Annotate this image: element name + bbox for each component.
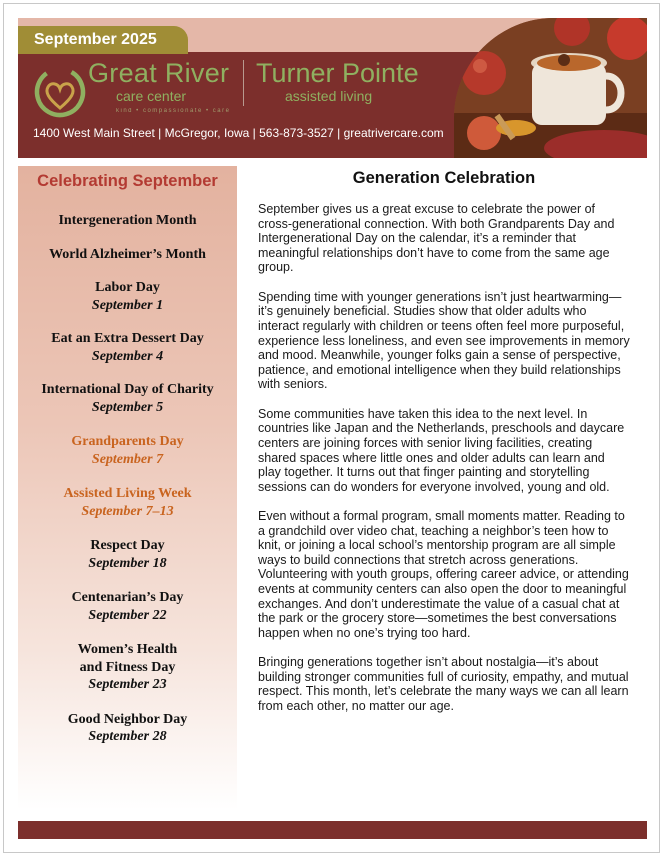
brand-tagline: kind • compassionate • care — [116, 108, 231, 114]
brand-divider — [243, 60, 244, 106]
event-name: Grandparents Day — [71, 434, 184, 449]
brand-turner-pointe: Turner Pointe — [256, 58, 419, 88]
cider-apples-photo — [454, 18, 647, 158]
event-item — [18, 537, 237, 572]
event-item — [18, 279, 237, 314]
event-date: September 1 — [91, 297, 164, 313]
footer-bar — [18, 821, 647, 839]
event-date: September 5 — [91, 399, 164, 415]
brand-assisted-living: assisted living — [285, 88, 373, 104]
event-item — [18, 641, 237, 694]
event-date: September 22 — [88, 607, 167, 623]
event-item — [18, 246, 237, 264]
event-item — [18, 330, 237, 365]
cider-apples-illustration — [454, 18, 647, 158]
event-name: Eat an Extra Dessert Day — [51, 331, 204, 346]
article-paragraph: Bringing generations together isn’t about nostalgia—it’s about building stronger communities full of curiosity, empathy, and mutual respect. This month, let’s celebrate the many ways we can all learn from each other, no matter our age. — [258, 655, 629, 713]
event-name: World Alzheimer’s Month — [49, 246, 206, 262]
event-item — [18, 433, 237, 468]
event-date: September 7 — [91, 451, 164, 467]
event-date: September 4 — [91, 348, 164, 364]
contact-address: 1400 West Main Street | McGregor, Iowa | 563-873-3527 | greatrivercare.com — [33, 126, 444, 140]
events-list — [18, 212, 237, 746]
event-date: September 7–13 — [81, 503, 174, 519]
celebrations-sidebar — [18, 166, 237, 810]
event-item — [18, 381, 237, 416]
brand-care-center: care center — [116, 88, 187, 104]
event-item — [18, 485, 237, 520]
issue-date-tab: September 2025 — [18, 26, 188, 54]
event-name: Centenarian’s Day — [71, 590, 184, 605]
article-body — [258, 202, 630, 728]
event-date: September 28 — [88, 729, 167, 744]
brand-great-river: Great River — [88, 58, 230, 88]
event-name: Women’s Health and Fitness Day — [77, 642, 178, 675]
article-paragraph: Spending time with younger generations isn’t just heartwarming—it’s genuinely beneficial. Studies show that older adults who interact regularly with children or teens often feel more purposeful, experience less loneliness, and even see improvements in memory and mood. Meanwhile, younger folks gain a sense of perspective, patience, and emotional intelligence when they build relationships with seniors. — [258, 289, 630, 392]
article-paragraph: Some communities have taken this idea to the next level. In countries like Japan and the Netherlands, preschools and daycare centers are joining forces with senior living facilities, creating shared spaces where little ones and older adults can learn and play together. It turns out that finger painting and storytelling sessions can do wonders for everyone involved, young and old. — [258, 406, 625, 494]
event-date: September 23 — [88, 677, 167, 692]
event-item — [18, 589, 237, 624]
event-name: Labor Day — [95, 280, 160, 295]
article-paragraph: September gives us a great excuse to celebrate the power of cross-generational connection. With both Grandparents Day and Intergenerational Day on the calendar, it’s a reminder that meaningful relationships don’t have to come from the same age group. — [258, 202, 615, 275]
sidebar-title: Celebrating September — [37, 172, 218, 190]
event-name: International Day of Charity — [41, 382, 214, 397]
event-date: September 18 — [88, 555, 167, 571]
event-name: Respect Day — [90, 538, 165, 553]
article-paragraph: Even without a formal program, small moments matter. Reading to a grandchild over video chat, teaching a neighbor’s teen how to knit, or joining a local school’s mentorship program are all simple ways to build connections that stretch across generations. Volunteering with youth groups, offering career advice, or attending events at community centers can also open the door to meaningful exchanges. And don’t underestimate the value of a casual chat at the park or the grocery store—sometimes the best conversations happen when no one’s trying too hard. — [258, 509, 629, 640]
event-name: Intergeneration Month — [58, 213, 197, 228]
event-name: Good Neighbor Day — [67, 711, 188, 727]
event-item — [18, 212, 237, 230]
heart-logo-icon — [32, 62, 88, 120]
event-item — [18, 711, 237, 746]
event-name: Assisted Living Week — [63, 486, 192, 501]
newsletter-header — [18, 18, 647, 158]
article-title: Generation Celebration — [352, 169, 536, 187]
